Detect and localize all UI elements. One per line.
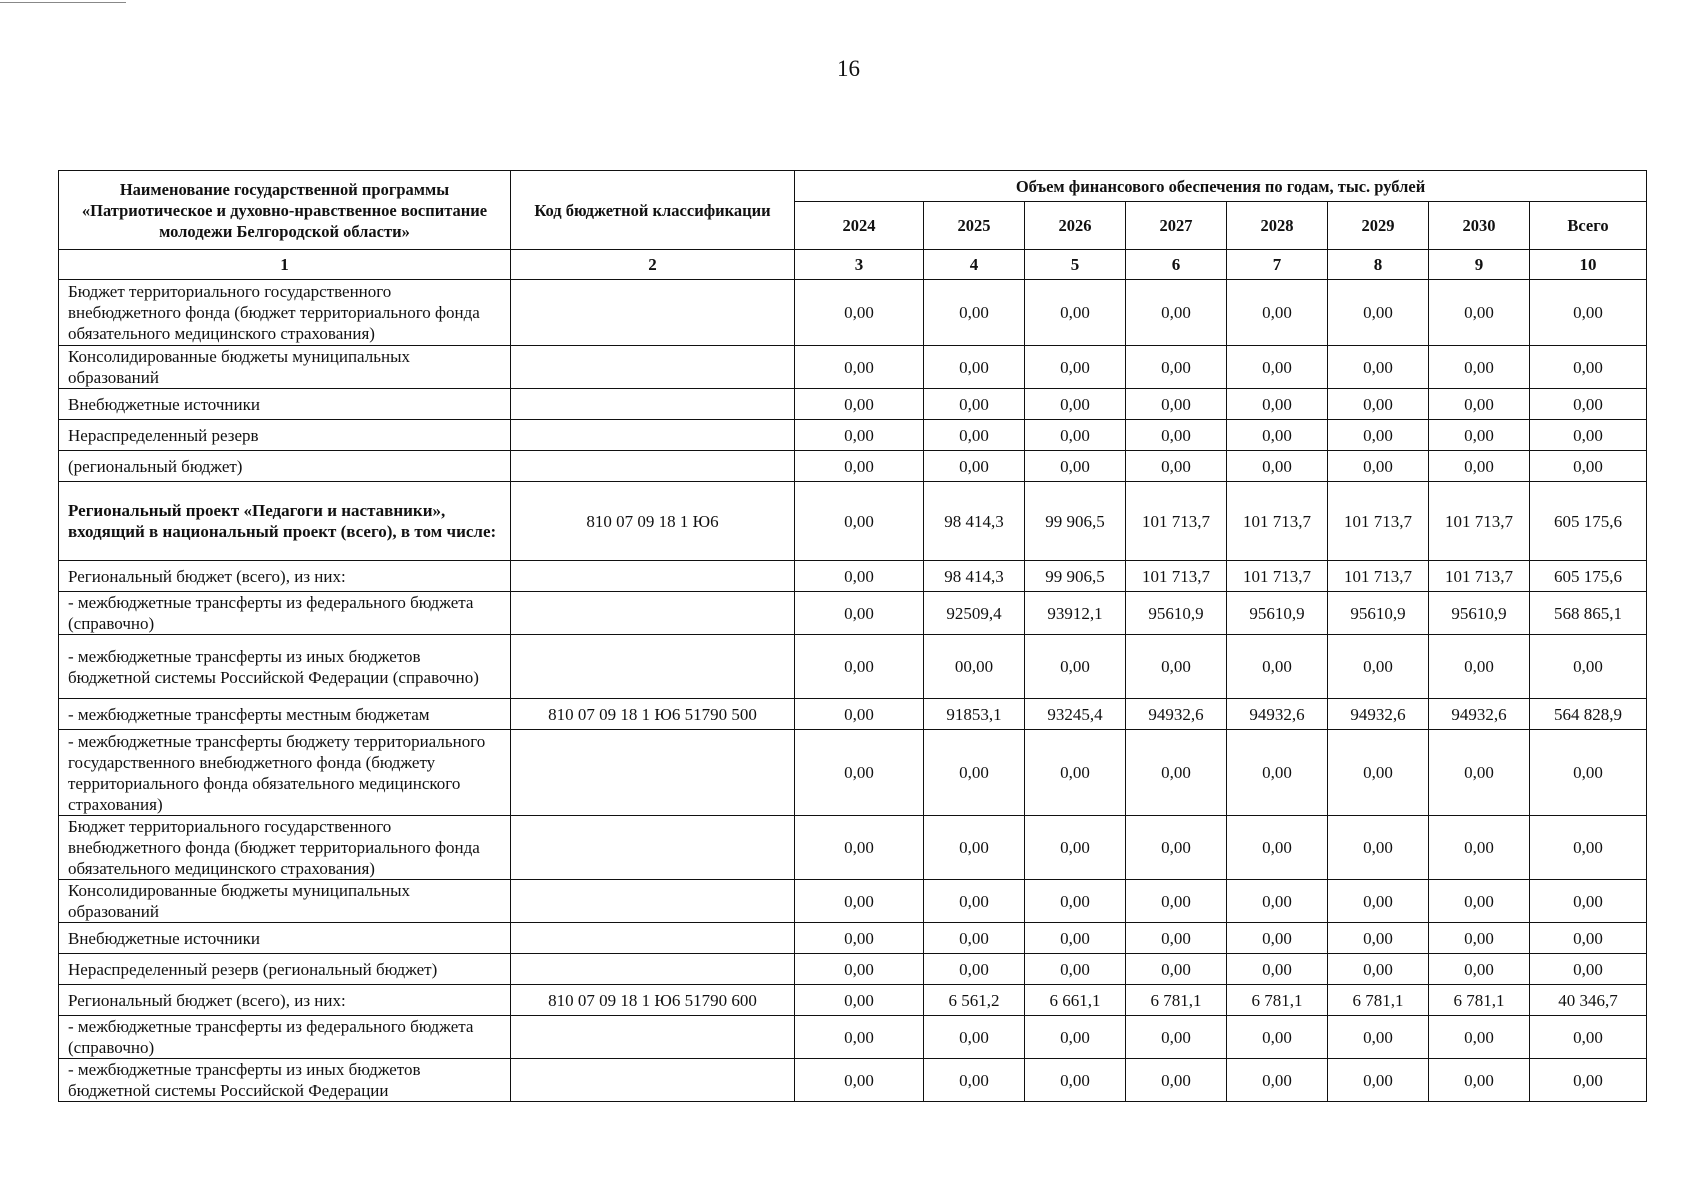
row-year-value: 101 713,7 (1126, 482, 1227, 561)
row-year-value: 95610,9 (1227, 592, 1328, 635)
row-total-value: 0,00 (1530, 280, 1647, 346)
row-name: Консолидированные бюджеты муниципальных образований (59, 346, 511, 389)
row-budget-code (511, 592, 795, 635)
table-row (59, 635, 1647, 699)
row-budget-code: 810 07 09 18 1 Ю6 51790 500 (511, 699, 795, 730)
row-year-value: 0,00 (1227, 346, 1328, 389)
row-year-value: 0,00 (924, 730, 1025, 816)
row-year-value: 101 713,7 (1328, 482, 1429, 561)
row-total-value: 0,00 (1530, 635, 1647, 699)
row-budget-code (511, 730, 795, 816)
row-year-value: 6 781,1 (1328, 985, 1429, 1016)
table-row (59, 561, 1647, 592)
table-row (59, 880, 1647, 923)
row-year-value: 6 781,1 (1227, 985, 1328, 1016)
table-row (59, 699, 1647, 730)
column-number: 6 (1126, 250, 1227, 280)
row-year-value: 91853,1 (924, 699, 1025, 730)
header-program-name: Наименование государственной программы «Патриотическое и духовно-нравственное воспитание молодежи Белгородской области» (59, 171, 511, 250)
row-year-value: 0,00 (795, 880, 924, 923)
table-row (59, 451, 1647, 482)
header-year-2029: 2029 (1328, 202, 1429, 250)
table-row (59, 730, 1647, 816)
row-year-value: 0,00 (1025, 730, 1126, 816)
row-year-value: 0,00 (795, 389, 924, 420)
row-year-value: 95610,9 (1328, 592, 1429, 635)
table-row (59, 420, 1647, 451)
row-year-value: 0,00 (924, 280, 1025, 346)
row-year-value: 0,00 (795, 482, 924, 561)
row-year-value: 0,00 (1025, 451, 1126, 482)
row-year-value: 0,00 (795, 635, 924, 699)
row-year-value: 0,00 (1328, 730, 1429, 816)
header-year-2027: 2027 (1126, 202, 1227, 250)
row-year-value: 0,00 (1227, 280, 1328, 346)
row-year-value: 94932,6 (1126, 699, 1227, 730)
row-budget-code (511, 280, 795, 346)
row-year-value: 0,00 (1025, 923, 1126, 954)
row-year-value: 0,00 (1429, 346, 1530, 389)
row-year-value: 0,00 (1126, 1059, 1227, 1102)
row-year-value: 0,00 (1126, 730, 1227, 816)
row-year-value: 95610,9 (1429, 592, 1530, 635)
row-name: (региональный бюджет) (59, 451, 511, 482)
row-name: Региональный бюджет (всего), из них: (59, 985, 511, 1016)
row-year-value: 0,00 (1227, 880, 1328, 923)
header-year-2026: 2026 (1025, 202, 1126, 250)
row-year-value: 0,00 (1328, 1016, 1429, 1059)
row-year-value: 0,00 (1429, 923, 1530, 954)
table-row (59, 346, 1647, 389)
row-name: Бюджет территориального государственного внебюджетного фонда (бюджет территориального фонда обязательного медицинского страхования) (59, 280, 511, 346)
row-year-value: 6 781,1 (1429, 985, 1530, 1016)
row-year-value: 0,00 (924, 451, 1025, 482)
page-number: 16 (837, 56, 860, 81)
row-year-value: 101 713,7 (1126, 561, 1227, 592)
corner-line (0, 2, 126, 3)
row-year-value: 0,00 (924, 389, 1025, 420)
row-year-value: 00,00 (924, 635, 1025, 699)
row-year-value: 0,00 (795, 985, 924, 1016)
row-year-value: 0,00 (1126, 923, 1227, 954)
table-row (59, 816, 1647, 880)
row-year-value: 0,00 (1227, 816, 1328, 880)
row-budget-code (511, 420, 795, 451)
row-year-value: 0,00 (1126, 280, 1227, 346)
row-year-value: 101 713,7 (1227, 561, 1328, 592)
row-year-value: 0,00 (795, 954, 924, 985)
row-year-value: 101 713,7 (1227, 482, 1328, 561)
column-number: 5 (1025, 250, 1126, 280)
row-year-value: 0,00 (1126, 420, 1227, 451)
row-budget-code (511, 816, 795, 880)
row-budget-code (511, 561, 795, 592)
row-year-value: 0,00 (1429, 1059, 1530, 1102)
table-row (59, 482, 1647, 561)
row-name: Региональный бюджет (всего), из них: (59, 561, 511, 592)
row-budget-code: 810 07 09 18 1 Ю6 51790 600 (511, 985, 795, 1016)
row-year-value: 0,00 (1429, 635, 1530, 699)
row-year-value: 0,00 (1126, 954, 1227, 985)
table-row (59, 280, 1647, 346)
row-budget-code (511, 389, 795, 420)
row-budget-code (511, 1059, 795, 1102)
row-year-value: 0,00 (1429, 1016, 1530, 1059)
row-budget-code (511, 923, 795, 954)
row-year-value: 95610,9 (1126, 592, 1227, 635)
row-year-value: 0,00 (795, 420, 924, 451)
row-year-value: 0,00 (1227, 389, 1328, 420)
row-year-value: 94932,6 (1328, 699, 1429, 730)
row-year-value: 0,00 (795, 451, 924, 482)
row-year-value: 6 661,1 (1025, 985, 1126, 1016)
row-year-value: 0,00 (1227, 451, 1328, 482)
row-name: Внебюджетные источники (59, 389, 511, 420)
row-year-value: 0,00 (924, 420, 1025, 451)
row-year-value: 0,00 (1025, 420, 1126, 451)
row-year-value: 0,00 (1126, 635, 1227, 699)
row-year-value: 0,00 (1025, 816, 1126, 880)
row-year-value: 0,00 (795, 346, 924, 389)
row-year-value: 0,00 (1227, 420, 1328, 451)
table-row (59, 389, 1647, 420)
row-total-value: 0,00 (1530, 1059, 1647, 1102)
table-row (59, 1016, 1647, 1059)
row-year-value: 0,00 (1126, 451, 1227, 482)
row-year-value: 0,00 (1126, 816, 1227, 880)
table-row (59, 985, 1647, 1016)
row-name: Нераспределенный резерв (региональный бюджет) (59, 954, 511, 985)
row-year-value: 0,00 (1126, 389, 1227, 420)
row-year-value: 0,00 (1025, 389, 1126, 420)
row-year-value: 0,00 (1328, 635, 1429, 699)
column-number: 10 (1530, 250, 1647, 280)
row-budget-code (511, 451, 795, 482)
row-year-value: 0,00 (1025, 1059, 1126, 1102)
row-total-value: 0,00 (1530, 389, 1647, 420)
row-year-value: 0,00 (1328, 923, 1429, 954)
row-year-value: 0,00 (795, 1016, 924, 1059)
row-year-value: 94932,6 (1429, 699, 1530, 730)
row-year-value: 0,00 (795, 730, 924, 816)
row-year-value: 0,00 (924, 954, 1025, 985)
row-year-value: 92509,4 (924, 592, 1025, 635)
row-year-value: 0,00 (1025, 1016, 1126, 1059)
row-name: - межбюджетные трансферты бюджету территориального государственного внебюджетного фонда (бюджету территориального фонда обязательного медицинского страхования) (59, 730, 511, 816)
row-budget-code (511, 880, 795, 923)
header-financing-group: Объем финансового обеспечения по годам, тыс. рублей (795, 171, 1647, 202)
row-name: - межбюджетные трансферты из федерального бюджета (справочно) (59, 592, 511, 635)
row-year-value: 0,00 (1328, 954, 1429, 985)
row-year-value: 0,00 (1126, 1016, 1227, 1059)
row-year-value: 99 906,5 (1025, 482, 1126, 561)
row-year-value: 0,00 (924, 880, 1025, 923)
row-year-value: 0,00 (1328, 346, 1429, 389)
row-total-value: 0,00 (1530, 816, 1647, 880)
table-row (59, 592, 1647, 635)
row-year-value: 0,00 (795, 1059, 924, 1102)
row-total-value: 0,00 (1530, 451, 1647, 482)
column-number: 4 (924, 250, 1025, 280)
table-row (59, 954, 1647, 985)
row-year-value: 0,00 (795, 280, 924, 346)
row-year-value: 0,00 (1328, 420, 1429, 451)
row-year-value: 0,00 (1429, 451, 1530, 482)
row-year-value: 0,00 (1328, 1059, 1429, 1102)
header-year-2030: 2030 (1429, 202, 1530, 250)
row-year-value: 101 713,7 (1429, 482, 1530, 561)
row-year-value: 0,00 (924, 923, 1025, 954)
row-year-value: 0,00 (1328, 816, 1429, 880)
row-year-value: 0,00 (1328, 880, 1429, 923)
row-year-value: 0,00 (1227, 923, 1328, 954)
row-year-value: 0,00 (924, 1059, 1025, 1102)
row-name: - межбюджетные трансферты из иных бюджетов бюджетной системы Российской Федерации (справочно) (59, 635, 511, 699)
row-year-value: 0,00 (1025, 346, 1126, 389)
row-budget-code (511, 346, 795, 389)
row-year-value: 0,00 (1227, 1016, 1328, 1059)
header-year-2025: 2025 (924, 202, 1025, 250)
row-year-value: 0,00 (1429, 389, 1530, 420)
row-budget-code (511, 1016, 795, 1059)
column-numbers-row (59, 250, 1647, 280)
row-total-value: 0,00 (1530, 954, 1647, 985)
column-number: 9 (1429, 250, 1530, 280)
column-number: 7 (1227, 250, 1328, 280)
row-year-value: 0,00 (1328, 280, 1429, 346)
row-name: Нераспределенный резерв (59, 420, 511, 451)
column-number: 8 (1328, 250, 1429, 280)
row-total-value: 0,00 (1530, 420, 1647, 451)
row-year-value: 0,00 (1025, 954, 1126, 985)
row-budget-code (511, 954, 795, 985)
table-row (59, 923, 1647, 954)
row-year-value: 0,00 (1126, 880, 1227, 923)
row-year-value: 0,00 (924, 346, 1025, 389)
column-number: 1 (59, 250, 511, 280)
row-year-value: 0,00 (924, 816, 1025, 880)
row-total-value: 605 175,6 (1530, 482, 1647, 561)
row-year-value: 0,00 (1025, 880, 1126, 923)
row-year-value: 93245,4 (1025, 699, 1126, 730)
row-name: - межбюджетные трансферты из федерального бюджета (справочно) (59, 1016, 511, 1059)
row-year-value: 0,00 (1328, 451, 1429, 482)
row-year-value: 0,00 (795, 699, 924, 730)
row-name: Консолидированные бюджеты муниципальных образований (59, 880, 511, 923)
row-year-value: 0,00 (795, 592, 924, 635)
row-year-value: 0,00 (924, 1016, 1025, 1059)
row-year-value: 0,00 (1429, 420, 1530, 451)
header-budget-code: Код бюджетной классификации (511, 171, 795, 250)
row-total-value: 0,00 (1530, 880, 1647, 923)
row-year-value: 6 781,1 (1126, 985, 1227, 1016)
row-name: Внебюджетные источники (59, 923, 511, 954)
row-total-value: 0,00 (1530, 1016, 1647, 1059)
row-year-value: 99 906,5 (1025, 561, 1126, 592)
row-name: - межбюджетные трансферты местным бюджетам (59, 699, 511, 730)
row-year-value: 0,00 (1227, 730, 1328, 816)
row-year-value: 93912,1 (1025, 592, 1126, 635)
row-year-value: 98 414,3 (924, 482, 1025, 561)
table-body (59, 280, 1647, 1102)
row-year-value: 0,00 (1429, 816, 1530, 880)
row-name: Бюджет территориального государственного внебюджетного фонда (бюджет территориального фонда обязательного медицинского страхования) (59, 816, 511, 880)
row-year-value: 0,00 (795, 923, 924, 954)
row-year-value: 0,00 (1429, 280, 1530, 346)
row-year-value: 6 561,2 (924, 985, 1025, 1016)
row-total-value: 0,00 (1530, 346, 1647, 389)
row-total-value: 40 346,7 (1530, 985, 1647, 1016)
row-year-value: 0,00 (1227, 954, 1328, 985)
row-total-value: 0,00 (1530, 730, 1647, 816)
row-budget-code (511, 635, 795, 699)
row-year-value: 0,00 (1227, 1059, 1328, 1102)
header-year-2028: 2028 (1227, 202, 1328, 250)
column-number: 3 (795, 250, 924, 280)
table-row (59, 1059, 1647, 1102)
row-year-value: 101 713,7 (1429, 561, 1530, 592)
row-name: - межбюджетные трансферты из иных бюджетов бюджетной системы Российской Федерации (59, 1059, 511, 1102)
row-budget-code: 810 07 09 18 1 Ю6 (511, 482, 795, 561)
row-year-value: 101 713,7 (1328, 561, 1429, 592)
row-year-value: 0,00 (1025, 635, 1126, 699)
row-total-value: 605 175,6 (1530, 561, 1647, 592)
row-year-value: 0,00 (1429, 730, 1530, 816)
row-year-value: 94932,6 (1227, 699, 1328, 730)
row-total-value: 568 865,1 (1530, 592, 1647, 635)
header-year-2024: 2024 (795, 202, 924, 250)
row-total-value: 0,00 (1530, 923, 1647, 954)
row-year-value: 0,00 (1025, 280, 1126, 346)
column-number: 2 (511, 250, 795, 280)
row-name: Региональный проект «Педагоги и наставники», входящий в национальный проект (всего), в том числе: (59, 482, 511, 561)
row-year-value: 0,00 (795, 561, 924, 592)
row-year-value: 0,00 (795, 816, 924, 880)
row-year-value: 0,00 (1328, 389, 1429, 420)
row-year-value: 98 414,3 (924, 561, 1025, 592)
row-year-value: 0,00 (1429, 880, 1530, 923)
row-year-value: 0,00 (1429, 954, 1530, 985)
row-total-value: 564 828,9 (1530, 699, 1647, 730)
header-total: Всего (1530, 202, 1647, 250)
row-year-value: 0,00 (1227, 635, 1328, 699)
financing-table (58, 170, 1647, 1102)
row-year-value: 0,00 (1126, 346, 1227, 389)
